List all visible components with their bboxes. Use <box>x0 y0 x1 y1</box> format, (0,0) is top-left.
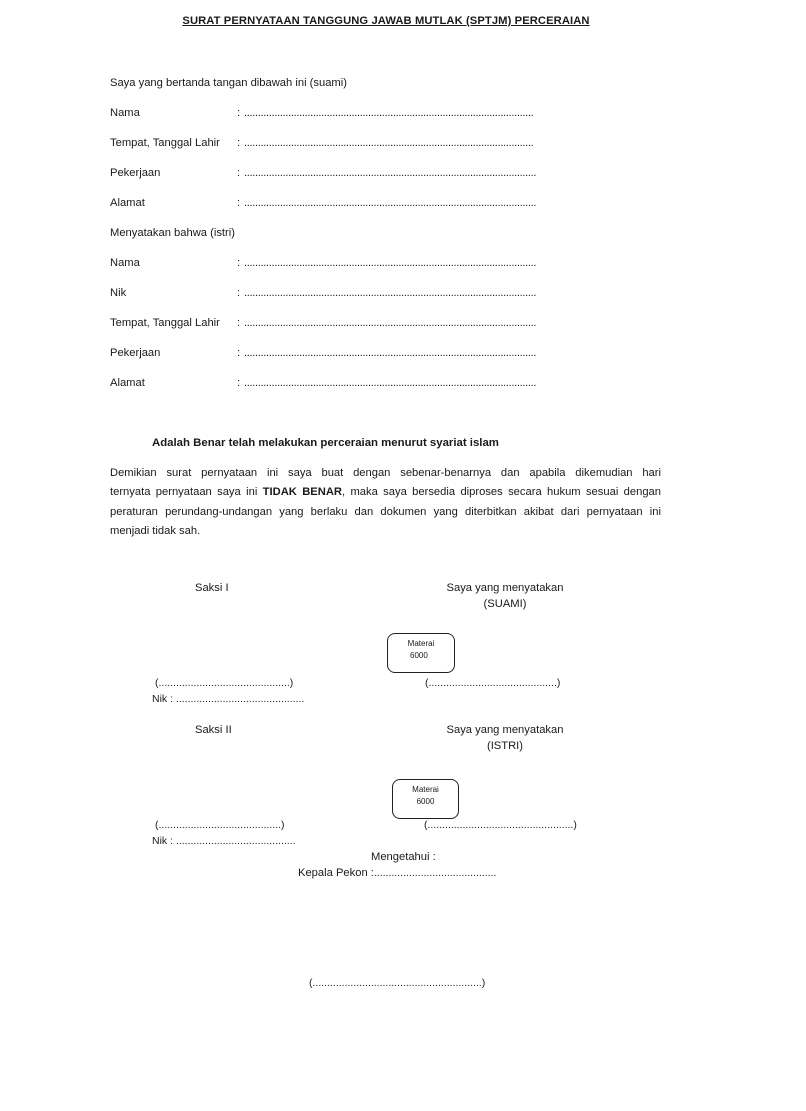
village-head-blank: .......................................... <box>373 867 497 879</box>
witness-label: Saksi I <box>195 582 229 594</box>
field-label: Nama <box>110 257 140 269</box>
stamp-label: Materai <box>407 639 435 648</box>
declarant-role: (ISTRI) <box>486 740 524 752</box>
stamp-duty-box <box>387 633 455 673</box>
field-blank: ......................................................................................................... <box>244 137 534 149</box>
stamp-value: 6000 <box>410 651 428 660</box>
stamp-value: 6000 <box>416 797 435 806</box>
document-title: SURAT PERNYATAAN TANGGUNG JAWAB MUTLAK (SPTJM) PERCERAIAN <box>182 15 590 27</box>
village-head-signature-line: (..........................................................) <box>309 977 486 989</box>
witness-nik-line: Nik : ......................................... <box>152 835 296 847</box>
field-blank: .......................................................................................................... <box>244 167 537 179</box>
declaration-paragraph <box>110 464 661 541</box>
field-blank: ......................................................................................................... <box>244 107 534 119</box>
field-label: Alamat <box>110 197 145 209</box>
declarant-role: (SUAMI) <box>483 598 527 610</box>
declarant-label: Saya yang menyatakan <box>446 724 564 736</box>
witness-label: Saksi II <box>195 724 232 736</box>
field-colon: : <box>237 377 241 389</box>
village-head-label: Kepala Pekon : <box>298 867 374 879</box>
field-blank: .......................................................................................................... <box>244 257 537 269</box>
field-blank: .......................................................................................................... <box>244 197 537 209</box>
paragraph-line: Demikian surat pernyataan ini saya buat dengan sebenar-benarnya dan apabila dikemudian hari <box>110 467 661 479</box>
husband-intro: Saya yang bertanda tangan dibawah ini (suami) <box>110 77 347 89</box>
statement-heading: Adalah Benar telah melakukan perceraian menurut syariat islam <box>152 437 499 449</box>
field-label: Pekerjaan <box>110 347 161 359</box>
declarant-signature-line: (..................................................) <box>424 819 577 831</box>
field-label: Nik <box>110 287 127 299</box>
stamp-label: Materai <box>412 785 439 794</box>
field-label: Pekerjaan <box>110 167 161 179</box>
field-blank: .......................................................................................................... <box>244 377 537 389</box>
acknowledge-label: Mengetahui : <box>371 851 436 863</box>
paragraph-line: peraturan perundang-undangan yang berlaku dan dokumen yang diterbitkan akibat dari pernyataan ini <box>110 505 661 518</box>
field-colon: : <box>237 317 241 329</box>
paragraph-line: menjadi tidak sah. <box>110 524 201 537</box>
field-blank: .......................................................................................................... <box>244 317 537 329</box>
field-colon: : <box>237 107 241 119</box>
witness-signature-line: (.............................................) <box>155 677 294 689</box>
stamp-duty-box <box>392 779 459 819</box>
paragraph-text: ternyata pernyataan saya ini <box>110 486 263 499</box>
field-colon: : <box>237 197 241 209</box>
field-colon: : <box>237 347 241 359</box>
paragraph-text: , maka saya bersedia diproses secara hukum sesuai dengan <box>342 486 661 499</box>
paragraph-emphasis: TIDAK BENAR <box>262 486 342 499</box>
field-label: Alamat <box>110 377 145 389</box>
field-blank: .......................................................................................................... <box>244 287 537 299</box>
field-label: Tempat, Tanggal Lahir <box>110 317 220 329</box>
witness-nik-line: Nik : ............................................ <box>152 693 305 705</box>
field-colon: : <box>237 167 241 179</box>
witness-signature-line: (..........................................) <box>155 819 285 831</box>
field-label: Nama <box>110 107 140 119</box>
field-blank: .......................................................................................................... <box>244 347 537 359</box>
village-head-line <box>298 867 496 879</box>
paragraph-line <box>110 483 661 502</box>
field-label: Tempat, Tanggal Lahir <box>110 137 220 149</box>
wife-intro: Menyatakan bahwa (istri) <box>110 227 235 239</box>
field-colon: : <box>237 137 241 149</box>
declarant-signature-line: (............................................) <box>425 677 561 689</box>
declarant-label: Saya yang menyatakan <box>446 582 564 594</box>
field-colon: : <box>237 287 241 299</box>
field-colon: : <box>237 257 241 269</box>
